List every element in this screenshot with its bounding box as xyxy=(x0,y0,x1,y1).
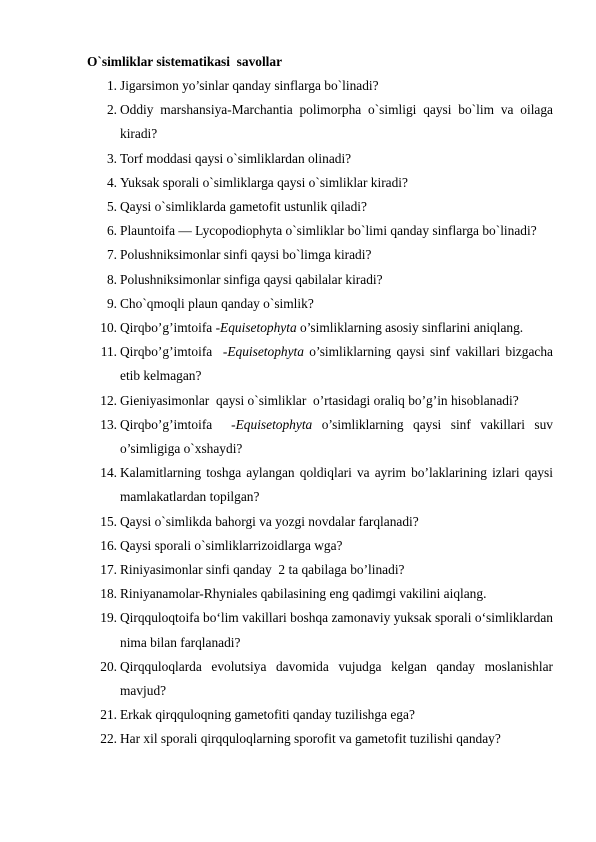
question-text xyxy=(120,510,553,534)
question-item xyxy=(87,243,553,267)
question-text xyxy=(120,268,553,292)
question-text-italic-term: Equisetophyta xyxy=(220,320,297,336)
question-number: 6. xyxy=(106,223,117,239)
question-item xyxy=(87,534,553,558)
question-number: 21. xyxy=(100,707,117,723)
question-number: 9. xyxy=(106,295,117,311)
question-text xyxy=(120,727,553,751)
question-text-segment: Riniyasimonlar sinfi qanday 2 ta qabilaga bo’linadi? xyxy=(120,562,405,578)
question-text-segment: o’simliklarning asosiy sinflarini aniqlang. xyxy=(296,320,524,336)
question-item xyxy=(87,74,553,98)
question-item xyxy=(87,413,557,461)
question-text-italic-term: Equisetophyta xyxy=(227,344,304,360)
question-text xyxy=(120,389,553,413)
question-item xyxy=(87,703,553,727)
question-text-segment: Oddiy marshansiya-Marchantia polimorpha o`simligi qaysi bo`lim va oilaga kiradi? xyxy=(120,102,557,142)
question-number: 18. xyxy=(100,586,117,602)
question-number: 7. xyxy=(106,247,117,263)
question-text-segment: Qirqbo’g’imtoifa - xyxy=(120,416,236,432)
question-text xyxy=(120,147,553,171)
question-text xyxy=(120,316,553,340)
question-number: 5. xyxy=(106,199,117,215)
question-text-segment: Kalamitlarning toshga aylangan qoldiqlari va ayrim bo’laklarining izlari qaysi mamlakatlardan topilgan? xyxy=(120,465,557,505)
question-item xyxy=(87,195,553,219)
question-text-segment: Torf moddasi qaysi o`simliklardan olinadi? xyxy=(120,150,352,166)
question-item xyxy=(87,655,557,703)
question-item xyxy=(87,510,553,534)
question-text-segment: Jigarsimon yo’sinlar qanday sinflarga bo`linadi? xyxy=(120,78,379,93)
question-text xyxy=(120,558,553,582)
question-text-segment: Gieniyasimonlar qaysi o`simliklar o’rtasidagi oraliq bo’g’in hisoblanadi? xyxy=(120,392,519,408)
question-number: 15. xyxy=(100,513,117,529)
question-text-segment: Qirqquloqtoifa bo‘lim vakillari boshqa zamonaviy yuksak sporali o‘simliklardan nima bilan farqlanadi? xyxy=(120,610,557,650)
question-text xyxy=(120,219,553,243)
question-item xyxy=(87,340,557,388)
question-text xyxy=(120,534,553,558)
question-item xyxy=(87,727,553,751)
question-text-segment: Qirqquloqlarda evolutsiya davomida vujudga kelgan qanday moslanishlar mavjud? xyxy=(120,658,557,699)
question-number: 11. xyxy=(100,344,117,360)
question-number: 4. xyxy=(106,174,117,190)
question-list xyxy=(87,74,557,752)
question-text-segment: Yuksak sporali o`simliklarga qaysi o`simliklar kiradi? xyxy=(120,174,408,190)
question-text-segment: Qaysi sporali o`simliklarrizoidlarga wga? xyxy=(120,537,343,553)
question-text-segment: Qirqbo’g’imtoifa - xyxy=(120,344,228,360)
question-number: 3. xyxy=(106,150,117,166)
question-text-segment: Polushniksimonlar sinfiga qaysi qabilalar kiradi? xyxy=(120,271,383,287)
question-item xyxy=(87,98,557,146)
question-text-segment: Erkak qirqquloqning gametofiti qanday tuzilishga ega? xyxy=(120,707,415,723)
question-text xyxy=(120,606,557,654)
question-item xyxy=(87,461,557,509)
question-text xyxy=(120,582,553,606)
question-text-segment: o’simliklarning qaysi sinf vakillari bizgacha etib kelmagan? xyxy=(120,344,557,384)
question-item xyxy=(87,219,553,243)
question-item xyxy=(87,558,553,582)
question-text-segment: Plauntoifa — Lycopodiophyta o`simliklar bo`limi qanday sinflarga bo`linadi? xyxy=(120,223,537,239)
question-number: 22. xyxy=(100,731,117,747)
question-text-segment: o’simliklarning qaysi sinf vakillari suv o’simligiga o`xshaydi? xyxy=(120,416,557,457)
question-text xyxy=(120,74,553,98)
question-number: 10. xyxy=(100,320,117,336)
question-item xyxy=(87,171,553,195)
question-text xyxy=(120,243,553,267)
question-text-segment: Qaysi o`simlikda bahorgi va yozgi novdalar farqlanadi? xyxy=(120,513,419,529)
question-text xyxy=(120,195,553,219)
question-text-segment: Har xil sporali qirqquloqlarning sporofit va gametofit tuzilishi qanday? xyxy=(120,731,501,747)
question-text xyxy=(120,655,557,703)
question-text-italic-term: Equisetophyta xyxy=(235,416,313,432)
question-number: 16. xyxy=(100,537,117,553)
question-number: 17. xyxy=(100,562,117,578)
question-item xyxy=(87,582,553,606)
question-text xyxy=(120,703,553,727)
question-item xyxy=(87,316,553,340)
question-text-segment: Riniyanamolar-Rhyniales qabilasining eng qadimgi vakilini aiqlang. xyxy=(120,586,487,602)
question-number: 13. xyxy=(100,416,117,432)
question-text xyxy=(120,171,553,195)
question-number: 2. xyxy=(106,102,117,118)
question-item xyxy=(87,147,553,171)
question-text-segment: Cho`qmoqli plaun qanday o`simlik? xyxy=(120,295,314,311)
question-number: 8. xyxy=(106,271,117,287)
question-item xyxy=(87,268,553,292)
question-text xyxy=(120,461,557,509)
question-number: 12. xyxy=(100,392,117,408)
question-text-segment: Polushniksimonlar sinfi qaysi bo`limga kiradi? xyxy=(120,247,372,263)
question-number: 14. xyxy=(100,465,117,481)
question-text xyxy=(120,340,557,388)
question-text xyxy=(120,292,553,316)
question-number: 1. xyxy=(106,78,117,93)
question-item xyxy=(87,606,557,654)
question-number: 20. xyxy=(100,658,117,674)
question-text xyxy=(120,413,557,461)
question-number: 19. xyxy=(100,610,117,626)
question-text xyxy=(120,98,557,146)
document-title: O`simliklar sistematikasi savollar xyxy=(87,54,283,69)
question-text-segment: Qaysi o`simliklarda gametofit ustunlik qiladi? xyxy=(120,199,367,215)
question-item xyxy=(87,389,553,413)
question-text-segment: Qirqbo’g’imtoifa - xyxy=(120,320,221,336)
question-item xyxy=(87,292,553,316)
